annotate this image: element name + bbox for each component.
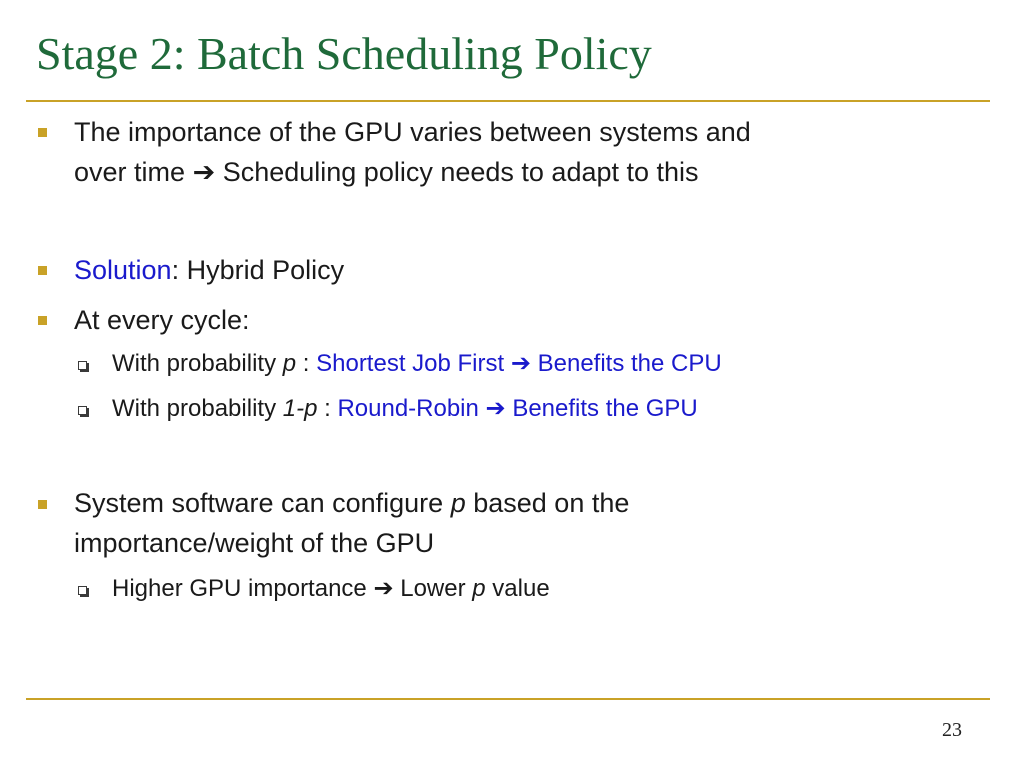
sub-bullet-probability-1-p <box>112 392 972 426</box>
bullet-square-icon <box>38 266 47 275</box>
policy-sjf: Shortest Job First <box>316 350 505 377</box>
sub-text: Lower <box>400 575 466 602</box>
sub-bullet-box-icon <box>78 406 87 415</box>
bullet-text: importance/weight of the GPU <box>74 528 435 558</box>
bullet-text: System software can configure <box>74 488 444 518</box>
sub-bullet-gpu-importance <box>112 572 972 606</box>
bullet-gpu-importance <box>74 112 964 192</box>
bullet-text: At every cycle: <box>74 305 250 335</box>
bullet-text: Scheduling policy needs to adapt to this <box>222 157 699 187</box>
solution-label: Solution <box>74 255 172 285</box>
bullet-text-line <box>74 152 964 192</box>
variable-p: p <box>472 575 486 602</box>
bullet-square-icon <box>38 316 47 325</box>
arrow-right-icon: ➔ <box>192 157 216 187</box>
variable-1-p: 1-p <box>282 395 318 422</box>
benefit-cpu: Benefits the CPU <box>537 350 722 377</box>
policy-round-robin: Round-Robin <box>337 395 479 422</box>
bullet-square-icon <box>38 128 47 137</box>
bullet-text-line <box>74 483 964 523</box>
bullet-text-line <box>74 523 964 563</box>
sub-bullet-box-icon <box>78 586 87 595</box>
page-number: 23 <box>942 719 962 741</box>
sub-bullet-probability-p <box>112 347 972 381</box>
benefit-gpu: Benefits the GPU <box>512 395 698 422</box>
bullet-text: : Hybrid Policy <box>171 255 345 285</box>
bullet-system-software <box>74 483 964 563</box>
variable-p: p <box>282 350 297 377</box>
arrow-right-icon: ➔ <box>373 575 394 602</box>
footer-divider <box>26 698 990 700</box>
bullet-every-cycle <box>74 300 964 340</box>
sub-text: : <box>296 350 310 377</box>
sub-text: Higher GPU importance <box>112 575 367 602</box>
sub-bullet-box-icon <box>78 361 87 370</box>
arrow-right-icon: ➔ <box>485 395 506 422</box>
variable-p: p <box>450 488 466 518</box>
sub-text: value <box>492 575 550 602</box>
sub-text: With probability <box>112 350 277 377</box>
bullet-text-line <box>74 112 964 152</box>
sub-text: : <box>317 395 331 422</box>
bullet-text: The importance of the GPU varies between systems and <box>74 117 751 147</box>
bullet-text: over time <box>74 157 186 187</box>
bullet-solution <box>74 250 964 290</box>
bullet-square-icon <box>38 500 47 509</box>
bullet-text: based on the <box>473 488 630 518</box>
sub-text: With probability <box>112 395 277 422</box>
arrow-right-icon: ➔ <box>510 350 531 377</box>
slide-title: Stage 2: Batch Scheduling Policy <box>36 28 652 79</box>
